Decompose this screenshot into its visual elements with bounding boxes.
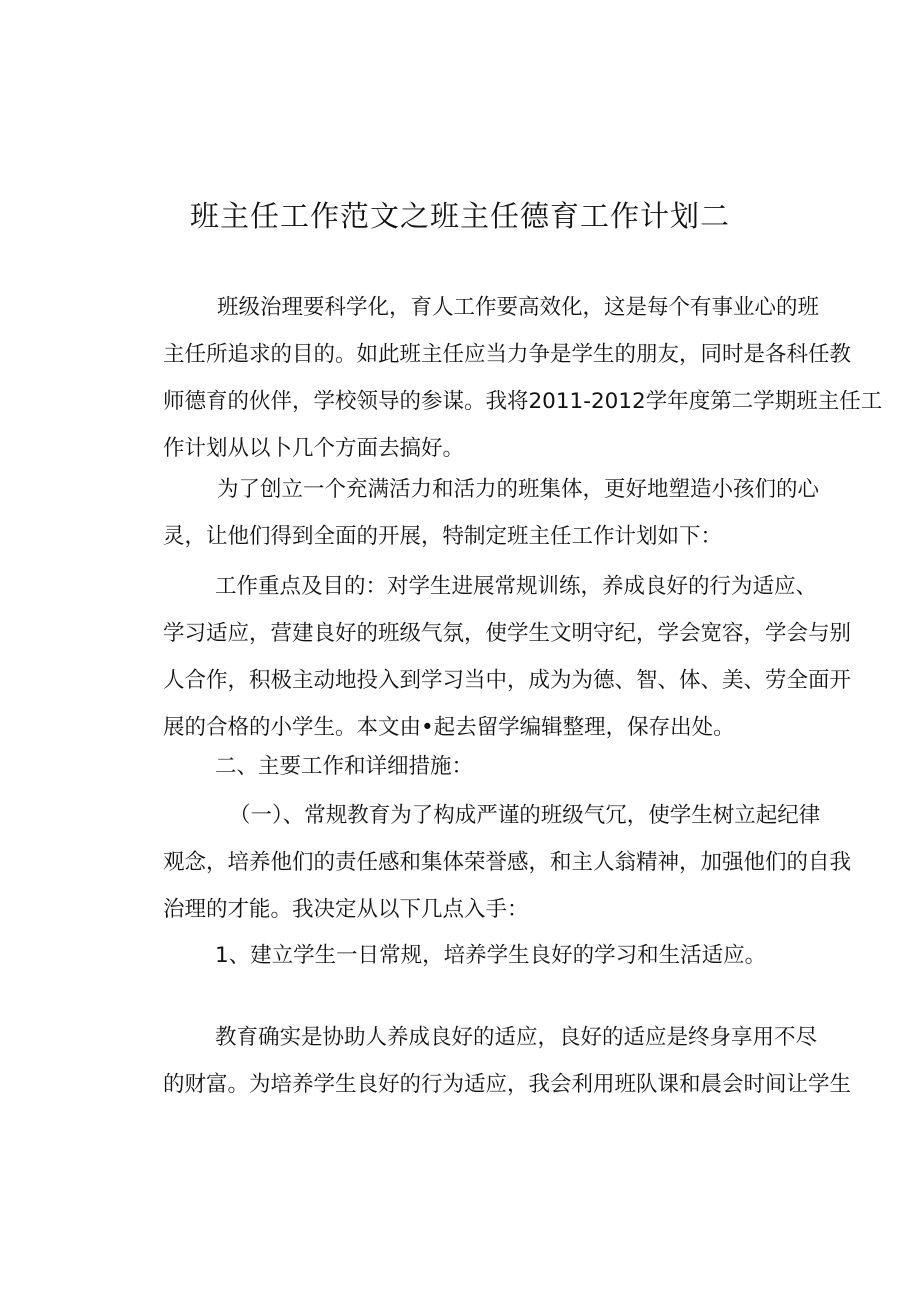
- text-line: 主任所追求的目的。如此班主任应当力争是学生的朋友，同时是各科任教: [163, 342, 852, 367]
- text-line: 学习适应，营建良好的班级气氛，使学生文明守纪，学会宽容，学会与别: [163, 621, 852, 646]
- paragraph-focus: [163, 563, 852, 751]
- text-line: 工作重点及目的：对学生进展常规训练，养成良好的行为适应、: [215, 574, 818, 599]
- text-line: 灵，让他们得到全面的开展，特制定班主任工作计划如下：: [163, 524, 723, 549]
- text-line: 班级治理要科学化，育人工作要高效化，这是每个有事业心的班: [217, 295, 820, 320]
- text-line: 作计划从以卜几个方面去搞好。: [163, 436, 465, 461]
- paragraph-routine: [163, 792, 852, 933]
- text-line: 师德育的伙伴，学校领导的参谋。我将2011-2012学年度第二学期班主任工: [163, 389, 883, 414]
- text-line: 教育确实是协助人养成良好的适应，良好的适应是终身享用不尽: [215, 1025, 818, 1050]
- section-heading: [163, 743, 791, 790]
- list-item-1: [163, 932, 791, 979]
- text-line: 的财富。为培养学生良好的行为适应，我会利用班队课和晨会时间让学生: [163, 1072, 852, 1097]
- text-line: 观念，培养他们的责任感和集体荣誉感，和主人翁精神，加强他们的自我: [163, 850, 852, 875]
- paragraph-purpose: [163, 466, 820, 560]
- text-line: 为了创立一个充满活力和活力的班集体，更好地塑造小孩们的心: [217, 477, 820, 502]
- document-title: 班主任工作范文之班主任德育工作计划二: [189, 199, 730, 233]
- text-line: （一）、常规教育为了构成严谨的班级气冗，使学生树立起纪律: [229, 803, 821, 828]
- text-line: 人合作，积极主动地投入到学习当中，成为为德、智、体、美、劳全面开: [163, 668, 852, 693]
- text-line: 展的合格的小学生。本文由•起去留学编辑整理，保存出处。: [163, 715, 735, 740]
- text-line: 二、主要工作和详细措施：: [215, 754, 474, 779]
- paragraph-habits: [163, 1014, 852, 1108]
- paragraph-intro: [163, 284, 883, 472]
- text-line: 治理的才能。我决定从以下几点入手：: [163, 897, 529, 922]
- text-line: 1、建立学生一日常规，培养学生良好的学习和生活适应。: [215, 943, 767, 968]
